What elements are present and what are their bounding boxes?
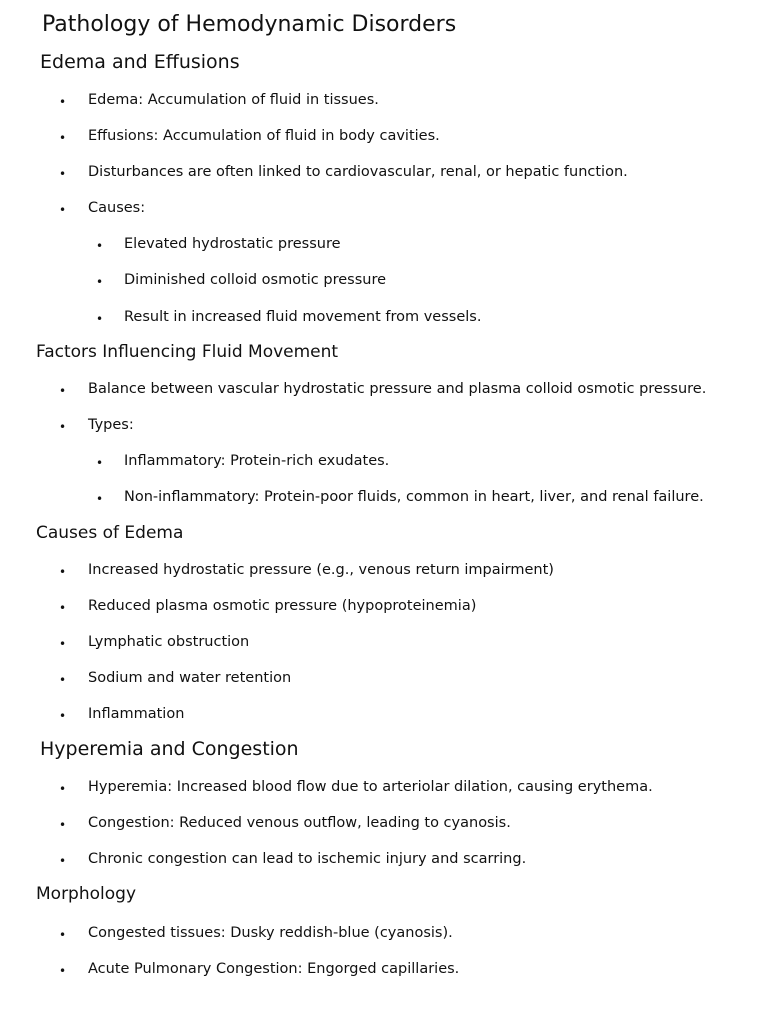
list-item: Hyperemia: Increased blood flow due to arteriolar dilation, causing erythema. [88, 779, 653, 795]
bullet-icon: • [59, 203, 67, 217]
bullet-icon: • [59, 818, 67, 832]
list-item: Acute Pulmonary Congestion: Engorged capillaries. [88, 961, 460, 977]
list-item: Effusions: Accumulation of fluid in body cavities. [88, 128, 440, 144]
sub-list-item: Diminished colloid osmotic pressure [124, 272, 387, 288]
list-item: Increased hydrostatic pressure (e.g., venous return impairment) [88, 562, 554, 578]
bullet-icon: • [96, 456, 104, 470]
bullet-icon: • [59, 782, 67, 796]
bullet-icon: • [96, 275, 104, 289]
list-item: Congested tissues: Dusky reddish-blue (cyanosis). [88, 925, 453, 941]
list-item: Reduced plasma osmotic pressure (hypoproteinemia) [88, 598, 477, 614]
bullet-icon: • [59, 964, 67, 978]
list-item: Congestion: Reduced venous outflow, leading to cyanosis. [88, 815, 511, 831]
bullet-icon: • [59, 95, 67, 109]
list-item: Lymphatic obstruction [88, 634, 250, 650]
bullet-icon: • [59, 420, 67, 434]
document-title: Pathology of Hemodynamic Disorders [42, 12, 457, 37]
list-item: Sodium and water retention [88, 670, 292, 686]
bullet-icon: • [59, 928, 67, 942]
bullet-icon: • [59, 854, 67, 868]
bullet-icon: • [96, 239, 104, 253]
list-item: Chronic congestion can lead to ischemic injury and scarring. [88, 851, 527, 867]
list-item: Inflammation [88, 706, 185, 722]
list-item: Types: [88, 417, 134, 433]
sub-list-item: Non-inflammatory: Protein-poor fluids, common in heart, liver, and renal failure. [124, 489, 704, 505]
sub-list-item: Result in increased fluid movement from vessels. [124, 309, 482, 325]
sub-list-item: Elevated hydrostatic pressure [124, 236, 341, 252]
sub-list-item: Inflammatory: Protein-rich exudates. [124, 453, 390, 469]
list-item: Disturbances are often linked to cardiovascular, renal, or hepatic function. [88, 164, 628, 180]
bullet-icon: • [96, 492, 104, 506]
section-heading-causes-of-edema: Causes of Edema [36, 523, 184, 543]
bullet-icon: • [59, 384, 67, 398]
list-item: Edema: Accumulation of fluid in tissues. [88, 92, 379, 108]
bullet-icon: • [59, 131, 67, 145]
bullet-icon: • [96, 312, 104, 326]
list-item: Causes: [88, 200, 146, 216]
bullet-icon: • [59, 565, 67, 579]
bullet-icon: • [59, 673, 67, 687]
bullet-icon: • [59, 167, 67, 181]
bullet-icon: • [59, 637, 67, 651]
section-heading-morphology: Morphology [36, 884, 136, 904]
list-item: Balance between vascular hydrostatic pressure and plasma colloid osmotic pressure. [88, 381, 707, 397]
section-heading-hyperemia-congestion: Hyperemia and Congestion [40, 738, 299, 760]
bullet-icon: • [59, 709, 67, 723]
section-heading-edema-effusions: Edema and Effusions [40, 51, 240, 73]
bullet-icon: • [59, 601, 67, 615]
section-heading-factors: Factors Influencing Fluid Movement [36, 342, 339, 362]
